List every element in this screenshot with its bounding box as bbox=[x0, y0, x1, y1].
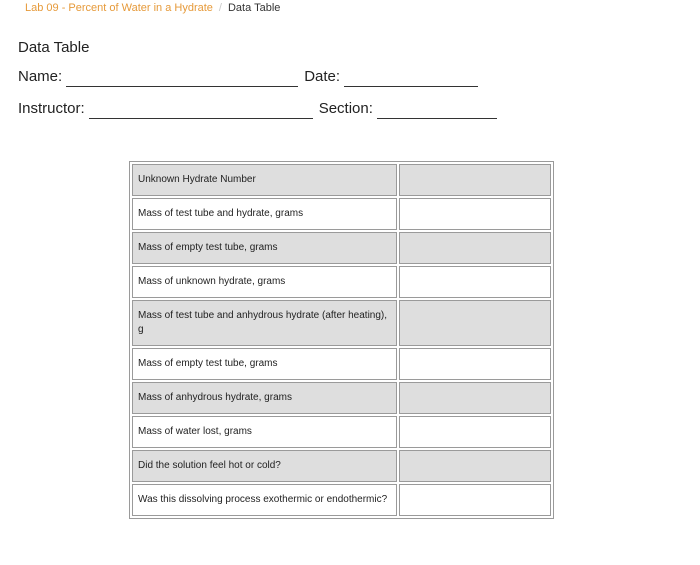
breadcrumb-current: Data Table bbox=[227, 2, 281, 14]
row-label: Mass of anhydrous hydrate, grams bbox=[132, 382, 397, 414]
row-label: Unknown Hydrate Number bbox=[132, 164, 397, 196]
page-title: Data Table bbox=[18, 39, 90, 56]
row-label: Mass of empty test tube, grams bbox=[132, 348, 397, 380]
table-row bbox=[132, 164, 551, 196]
data-table bbox=[129, 161, 554, 519]
instructor-section-row bbox=[18, 99, 503, 119]
row-label: Was this dissolving process exothermic or endothermic? bbox=[132, 484, 397, 516]
row-label: Mass of test tube and hydrate, grams bbox=[132, 198, 397, 230]
row-value-cell[interactable] bbox=[399, 300, 551, 346]
row-label: Mass of empty test tube, grams bbox=[132, 232, 397, 264]
row-value-cell[interactable] bbox=[399, 198, 551, 230]
table-row bbox=[132, 232, 551, 264]
table-row bbox=[132, 266, 551, 298]
breadcrumb-link-lab[interactable]: Lab 09 - Percent of Water in a Hydrate bbox=[25, 2, 213, 14]
date-label: Date: bbox=[304, 68, 341, 85]
instructor-label: Instructor: bbox=[18, 100, 85, 117]
row-value-cell[interactable] bbox=[399, 484, 551, 516]
row-value-cell[interactable] bbox=[399, 348, 551, 380]
name-blank-line[interactable] bbox=[66, 70, 298, 87]
breadcrumb bbox=[25, 1, 280, 15]
row-value-cell[interactable] bbox=[399, 232, 551, 264]
row-value-cell[interactable] bbox=[399, 266, 551, 298]
table-row bbox=[132, 382, 551, 414]
instructor-blank-line[interactable] bbox=[89, 102, 313, 119]
table-row bbox=[132, 348, 551, 380]
section-blank-line[interactable] bbox=[377, 102, 497, 119]
row-label: Mass of test tube and anhydrous hydrate (after heating), g bbox=[132, 300, 397, 346]
row-label: Did the solution feel hot or cold? bbox=[132, 450, 397, 482]
section-label: Section: bbox=[318, 100, 373, 117]
date-blank-line[interactable] bbox=[344, 70, 478, 87]
row-value-cell[interactable] bbox=[399, 382, 551, 414]
name-label: Name: bbox=[18, 68, 63, 85]
name-date-row bbox=[18, 67, 484, 87]
row-value-cell[interactable] bbox=[399, 450, 551, 482]
table-row bbox=[132, 416, 551, 448]
table-row bbox=[132, 450, 551, 482]
row-label: Mass of water lost, grams bbox=[132, 416, 397, 448]
row-value-cell[interactable] bbox=[399, 164, 551, 196]
table-row bbox=[132, 198, 551, 230]
row-value-cell[interactable] bbox=[399, 416, 551, 448]
table-row bbox=[132, 300, 551, 346]
breadcrumb-separator: / bbox=[218, 2, 222, 14]
table-row bbox=[132, 484, 551, 516]
row-label: Mass of unknown hydrate, grams bbox=[132, 266, 397, 298]
